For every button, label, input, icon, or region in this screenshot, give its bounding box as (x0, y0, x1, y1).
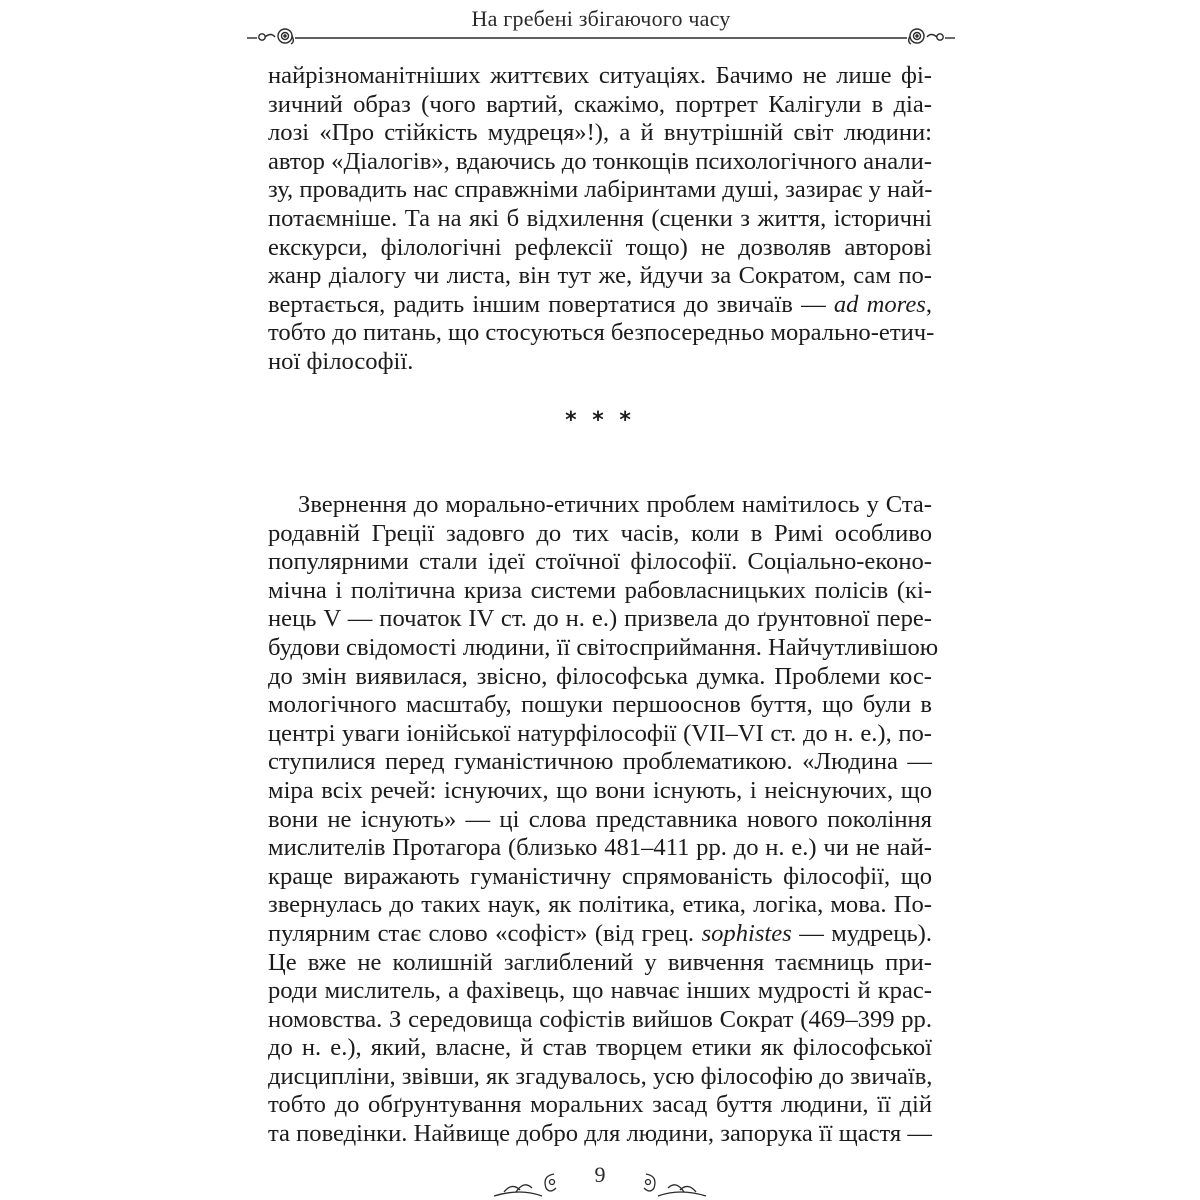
text-line: до н. е.), який, власне, й став творцем етики як філософської (268, 1034, 932, 1062)
right-flourish-icon (909, 29, 955, 44)
page-number: 9 (594, 1162, 606, 1187)
paragraph-main (268, 491, 939, 1149)
page-footer (490, 1162, 710, 1200)
text-line: мологічного масштабу, пошуки першооснов буття, що були в (268, 691, 932, 719)
text-line: екскурси, філологічні рефлексії тощо) не дозволяв авторові (268, 233, 932, 261)
text-line (268, 291, 932, 320)
text-line: автор «Діалогів», вдаючись до тонкощів психологічного анали- (268, 147, 932, 175)
text-line: до змін виявилася, звісно, філософська думка. Проблеми кос- (268, 662, 932, 690)
text-line: будови свідомості людини, її світосприймання. Найчутливішою (268, 633, 939, 661)
text-line: популярними стали ідеї стоїчної філософії. Соціально-еконо- (268, 548, 932, 576)
text-line: звернулась до таких наук, як політика, етика, логіка, мова. По- (268, 891, 932, 919)
punctuation: , (925, 290, 932, 318)
text-line: вони не існують» — ці слова представника нового покоління (268, 805, 932, 833)
text-line: центрі уваги іонійської натурфілософії (VII–VI ст. до н. е.), по- (268, 719, 932, 747)
text-line: дисципліни, звівши, як згадувалось, усю філософію до звичаїв, (268, 1062, 933, 1090)
latin-phrase: ad mores (833, 290, 926, 318)
text-segment: пулярним стає слово «софіст» (від грец. (268, 919, 695, 947)
running-header (245, 0, 957, 50)
text-line: зу, провадить нас справжніми лабіринтами душі, зазирає у най- (268, 176, 933, 204)
text-line: міра всіх речей: існуючих, що вони існують, і неіснуючих, що (268, 776, 932, 804)
text-line: мислителів Протагора (близько 481–411 рр. до н. е.) чи не най- (268, 834, 932, 862)
text-line: найрізноманітніших життєвих ситуаціях. Бачимо не лише фі- (268, 62, 932, 89)
running-title: На гребені збігаючого часу (471, 6, 731, 31)
text-line: мічна і політична криза системи рабовласницьких полісів (кі- (268, 576, 932, 604)
text-segment: вертається, радить іншим повертатися до звичаїв — (268, 290, 826, 318)
text-line: та поведінки. Найвище добро для людини, запорука її щастя — (268, 1120, 932, 1148)
text-line: жанр діалогу чи листа, він тут же, йдучи за Сократом, сам по- (268, 262, 932, 290)
text-line: роди мислитель, а фахівець, що навчає інших мудрості й крас- (268, 977, 932, 1005)
text-line: лозі «Про стійкість мудреця»!), а й внутрішній світ людини: (268, 119, 932, 147)
text-line: ступилися перед гуманістичною проблематикою. «Людина — (268, 748, 932, 776)
left-flourish-icon (247, 29, 293, 44)
paragraph-continued (268, 62, 935, 377)
text-line: нець V — початок IV ст. до н. е.) призвела до ґрунтовної пере- (268, 605, 932, 633)
text-line: ної філософії. (268, 347, 414, 375)
text-line (268, 920, 932, 949)
section-separator: * * * (565, 408, 635, 433)
text-line: родавній Греції задовго до тих часів, коли в Римі особливо (268, 519, 932, 547)
text-line: Звернення до морально-етичних проблем намітилось у Ста- (298, 491, 932, 518)
text-line: потаємніше. Та на які б відхилення (сценки з життя, історичні (268, 204, 932, 232)
text-line: номовства. З середовища софістів вийшов Сократ (469–399 рр. (268, 1005, 932, 1033)
ornamental-rule (245, 24, 957, 50)
text-segment: — мудрець). (799, 919, 933, 947)
greek-term: sophistes (701, 919, 792, 947)
text-line: тобто до обґрунтування моральних засад буття людини, її дій (268, 1091, 932, 1119)
text-line: Це вже не колишній заглиблений у вивчення таємниць при- (268, 948, 932, 976)
text-line: зичний образ (чого вартий, скажімо, портрет Калігули в діа- (268, 90, 932, 118)
text-line: тобто до питань, що стосуються безпосередньо морально-етич- (268, 319, 935, 347)
text-line: краще виражають гуманістичну спрямованість філософії, що (268, 862, 932, 890)
